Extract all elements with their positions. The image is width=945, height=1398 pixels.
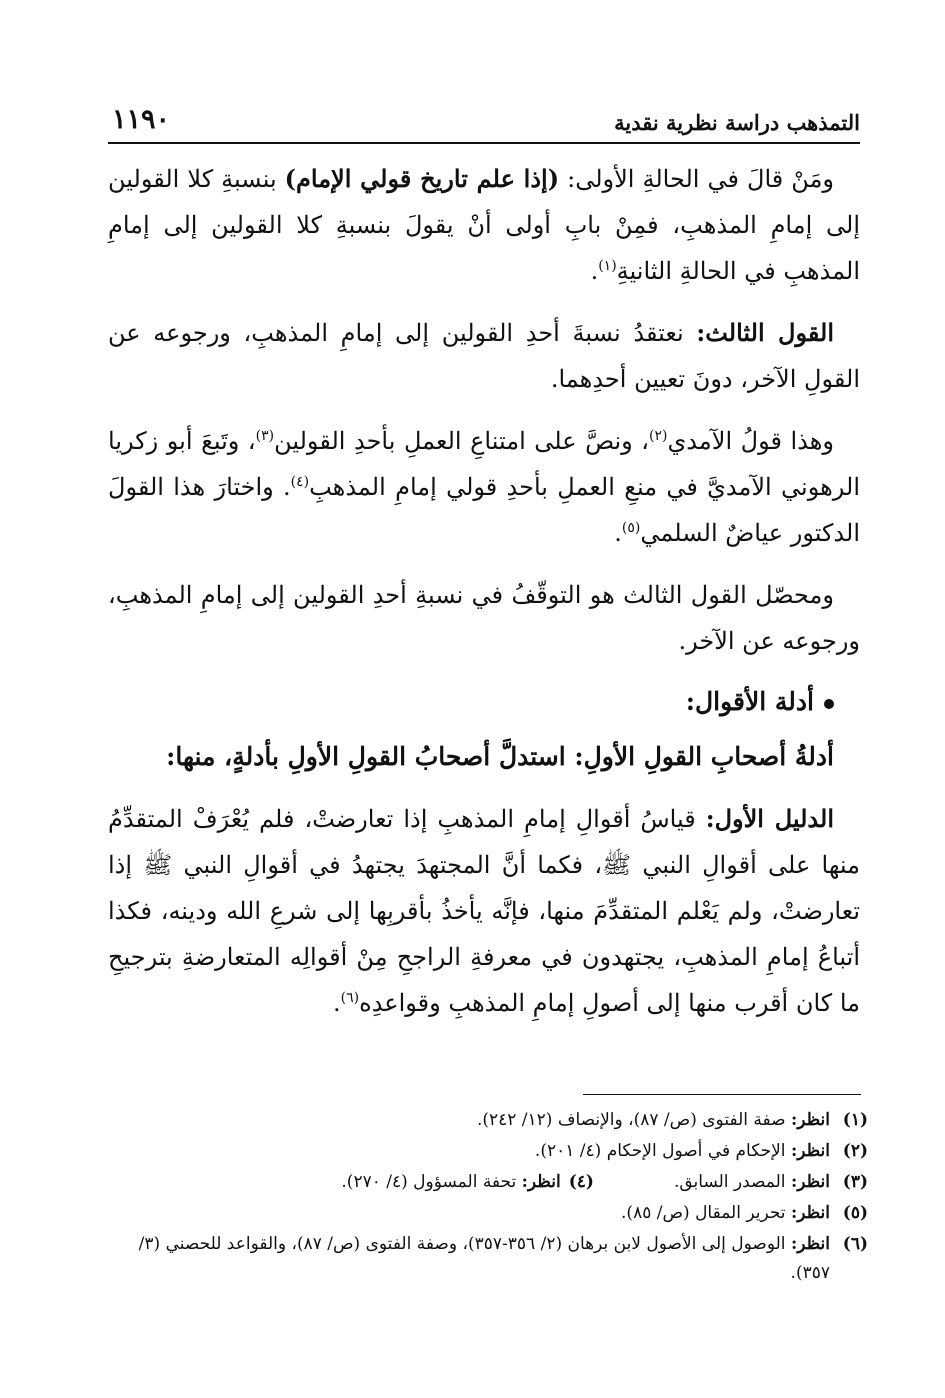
- first-evidence-heading: الدليل الأول:: [705, 804, 834, 833]
- footnote-ref-6: (٦): [340, 990, 360, 1006]
- footnote-text: [108, 1106, 830, 1135]
- footnote-5: [108, 1199, 868, 1228]
- paragraph-1-bold-quote: (إذا علم تاريخ قولي الإمام): [284, 164, 560, 193]
- footnote-number: (٦): [842, 1234, 868, 1254]
- footnote-label: انظر:: [790, 1141, 830, 1161]
- footnote-divider: [583, 1094, 861, 1095]
- page-number: ١١٩٠: [112, 104, 171, 135]
- footnote-text: [108, 1199, 830, 1228]
- paragraph-5-text: قياسُ أقوالِ إمامِ المذهبِ إذا تعارضتْ، فلم يُعْرَفْ المتقدِّمُ منها على أقوالِ النبي ﷺ، فكما أنَّ المجتهدَ يجتهدُ في أقوالِ النبي ﷺ إذا تعارضتْ، ولم يَعْلم المتقدِّمَ منها، فإنَّه يأخذُ بأقربِها إلى شرعِ الله ودينه، فكذا أتباعُ إمامِ المذهبِ، يجتهدون في معرفةِ الراجحِ مِنْ أقوالِه المتعارضةِ بترجيحِ ما كان أقرب منها إلى أصولِ إمامِ المذهبِ وقواعدِه: [108, 805, 860, 1017]
- footnote-text: [108, 1168, 830, 1197]
- footnote-label: انظر:: [790, 1234, 830, 1254]
- footnote-4-inline: [341, 1168, 594, 1197]
- paragraph-4: [108, 572, 860, 664]
- footnotes: [108, 1106, 868, 1290]
- paragraph-3: [108, 418, 860, 556]
- footnote-label: انظر:: [790, 1172, 830, 1192]
- section-heading-text: أدلة الأقوال:: [685, 687, 814, 716]
- paragraph-1-end: .: [590, 257, 599, 285]
- footnote-ref-5: (٥): [621, 520, 641, 536]
- footnote-body: الوصول إلى الأصول لابن برهان (٢/ ٣٥٦-٣٥٧)، وصفة الفتوى (ص/ ٨٧)، والقواعد للحصني (٣/ ٣٥٧).: [138, 1234, 830, 1283]
- footnote-number: (٣): [842, 1172, 868, 1192]
- paragraph-1-text-a: ومَنْ قالَ في الحالةِ الأولى:: [559, 165, 835, 193]
- section-heading: [108, 680, 860, 724]
- footnote-number: (٥): [842, 1203, 868, 1223]
- running-title: التمذهب دراسة نظرية نقدية: [614, 110, 860, 135]
- paragraph-3-t5: .: [614, 519, 622, 547]
- footnote-ref-4: (٤): [290, 474, 310, 490]
- footnote-number: (٢): [842, 1141, 868, 1161]
- footnote-label: انظر:: [521, 1172, 561, 1192]
- paragraph-1: [108, 156, 860, 294]
- third-opinion-heading: القول الثالث:: [696, 318, 834, 347]
- paragraph-3-t2: ، ونصَّ على امتناعِ العملِ بأحدِ القولين: [274, 427, 650, 455]
- footnote-ref-1: (١): [598, 258, 617, 274]
- footnote-body: المصدر السابق.: [673, 1172, 791, 1192]
- footnote-body: الإحكام في أصول الإحكام (٤/ ٢٠١).: [534, 1141, 791, 1161]
- paragraph-3-t3: ، وتَبعَ أبو زكريا الرهوني الآمديَّ في منعِ العملِ بأحدِ قولي إمامِ المذهبِ: [108, 427, 860, 501]
- bullet-icon: [824, 699, 834, 709]
- footnote-1: [108, 1106, 868, 1135]
- footnote-number: (١): [842, 1110, 868, 1130]
- paragraph-3-t1: وهذا قولُ الآمدي: [667, 427, 835, 455]
- paragraph-2-text: نعتقدُ نسبةَ أحدِ القولين إلى إمامِ المذهبِ، ورجوعه عن القولِ الآخر، دونَ تعيين أحدِهما.: [108, 319, 860, 393]
- footnote-6: [108, 1230, 868, 1288]
- footnote-text: [108, 1137, 830, 1166]
- footnote-2: [108, 1137, 868, 1166]
- footnote-body: تحفة المسؤول (٤/ ٢٧٠).: [341, 1172, 522, 1192]
- paragraph-4-text: ومحصّل القول الثالث هو التوقّفُ في نسبةِ أحدِ القولين إلى إمامِ المذهبِ، ورجوعه عن الآخر.: [108, 581, 860, 655]
- footnote-body: تحرير المقال (ص/ ٨٥).: [621, 1203, 791, 1223]
- footnote-body: صفة الفتوى (ص/ ٨٧)، والإنصاف (١٢/ ٢٤٢).: [476, 1110, 791, 1130]
- paragraph-3-t4: . واختارَ هذا القولَ الدكتور عياضٌ السلمي: [108, 473, 860, 547]
- footnote-3: [108, 1168, 868, 1197]
- paragraph-5-end: .: [333, 989, 341, 1017]
- footnote-text: [108, 1230, 830, 1288]
- footnote-ref-2: (٢): [649, 428, 668, 444]
- footnote-label: انظر:: [790, 1203, 830, 1223]
- evidence-intro-text: أدلةُ أصحابِ القولِ الأولِ: استدلَّ أصحابُ القولِ الأولِ بأدلةٍ، منها:: [166, 742, 834, 771]
- paragraph-1-text-b: بنسبةِ كلا القولين إلى إمامِ المذهبِ، فمِنْ بابِ أولى أنْ يقولَ بنسبةِ كلا القولين إلى إمامِ المذهبِ في الحالةِ الثانيةِ: [108, 165, 860, 285]
- evidence-intro: [108, 734, 860, 780]
- page-header: [108, 98, 860, 144]
- paragraph-5: [108, 796, 860, 1026]
- footnote-label: انظر:: [790, 1110, 830, 1130]
- paragraph-2: [108, 310, 860, 402]
- footnote-ref-3: (٣): [255, 428, 275, 444]
- footnote-number: (٤): [568, 1172, 594, 1192]
- page-body: [108, 156, 860, 1042]
